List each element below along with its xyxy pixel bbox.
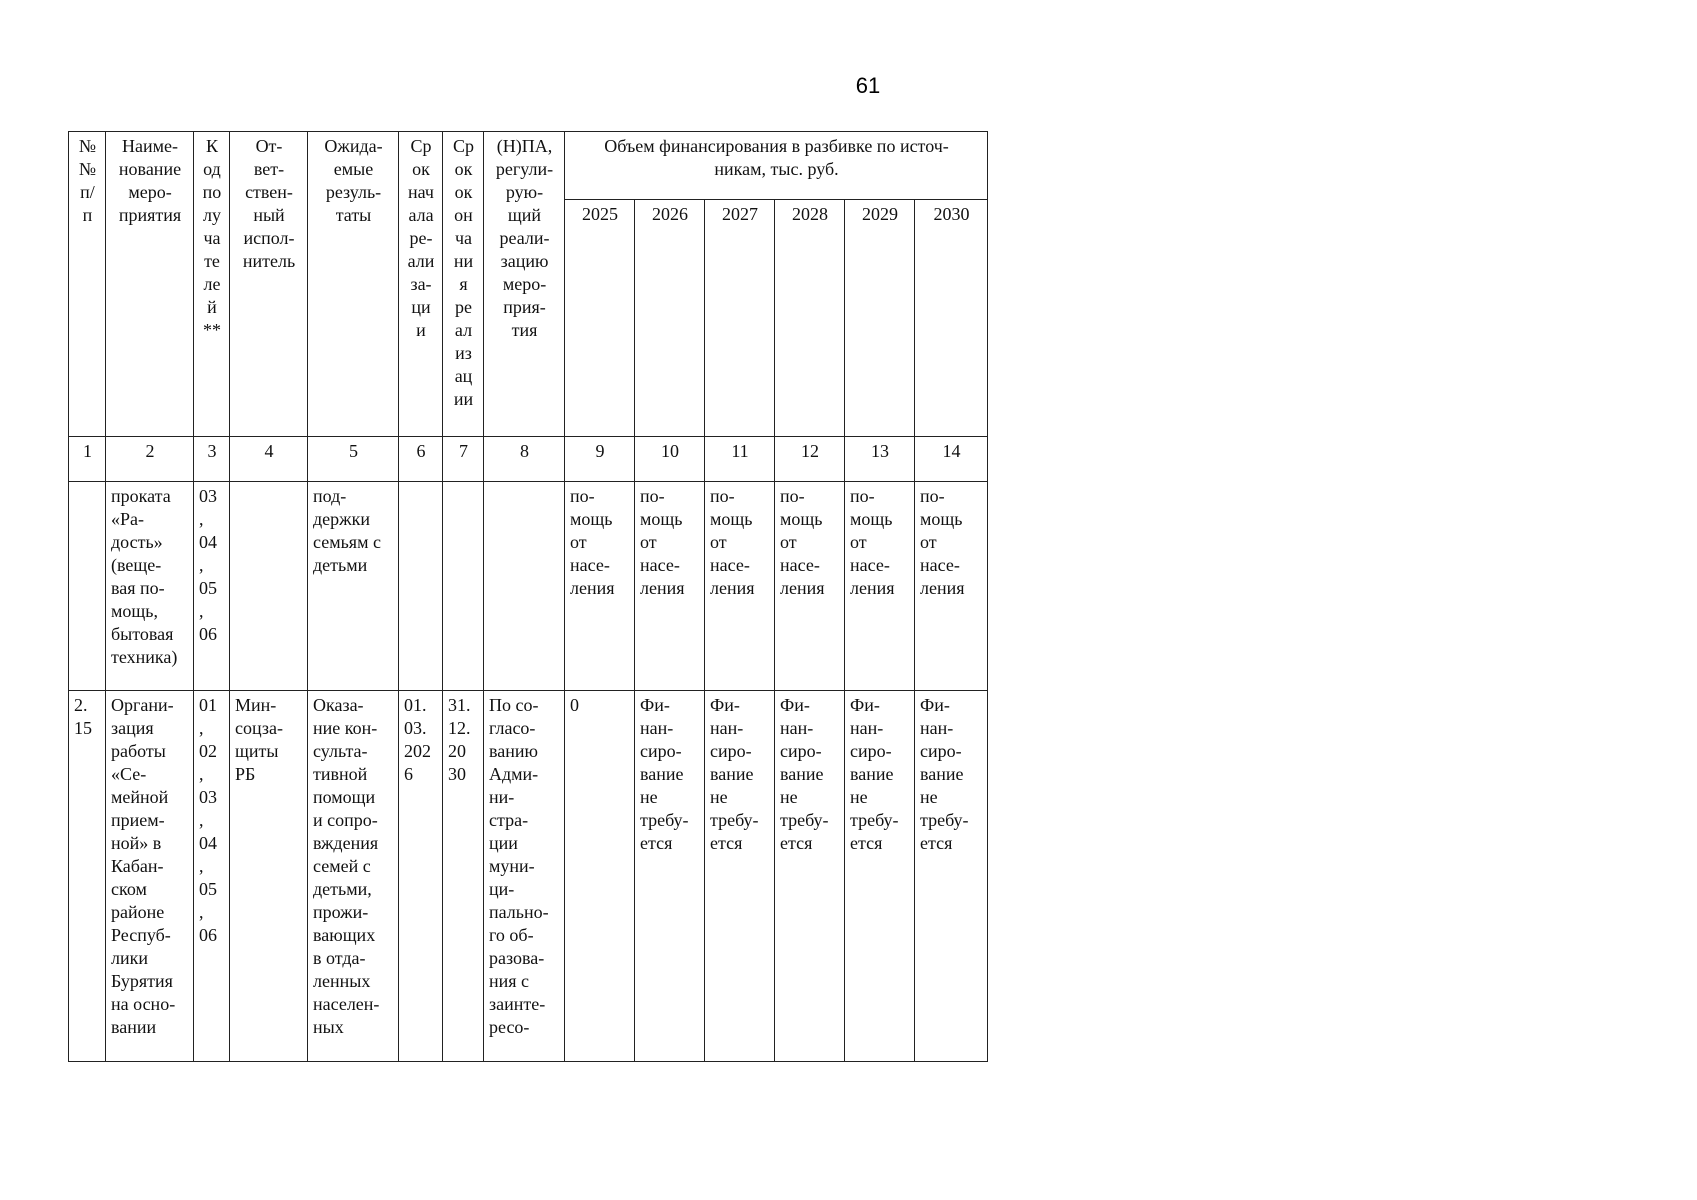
- header-year: 2028: [775, 200, 845, 437]
- expected-results: Оказа- ние кон- сульта- тивной помощи и сопро- вждения семей с детьми, прожи- вающих в отда- ленных населен- ных: [308, 691, 399, 1062]
- end-date: [443, 482, 484, 691]
- expected-results: под- держки семьям с детьми: [308, 482, 399, 691]
- start-date: [399, 482, 443, 691]
- header-year: 2030: [915, 200, 988, 437]
- header-year: 2026: [635, 200, 705, 437]
- funding-cell: по- мощь от насе- ления: [635, 482, 705, 691]
- recipient-code: 01 , 02 , 03 , 04 , 05 , 06: [194, 691, 230, 1062]
- funding-cell: Фи- нан- сиро- вание не требу- ется: [915, 691, 988, 1062]
- row-number: 2. 15: [69, 691, 106, 1062]
- column-number: 5: [308, 437, 399, 482]
- funding-cell: Фи- нан- сиро- вание не требу- ется: [635, 691, 705, 1062]
- column-number: 13: [845, 437, 915, 482]
- funding-cell: Фи- нан- сиро- вание не требу- ется: [705, 691, 775, 1062]
- column-number: 7: [443, 437, 484, 482]
- measures-table: [68, 131, 988, 1062]
- recipient-code: 03 , 04 , 05 , 06: [194, 482, 230, 691]
- column-numbers-row: [69, 437, 988, 482]
- header-executor: От- вет- ствен- ный испол- нитель: [230, 132, 308, 437]
- header-year: 2025: [565, 200, 635, 437]
- column-number: 2: [106, 437, 194, 482]
- npa: По со- гласо- ванию Адми- ни- стра- ции муни- ци- пально- го об- разова- ния с заинте- ресо-: [484, 691, 565, 1062]
- header-recipient-code: К од по лу ча те ле й **: [194, 132, 230, 437]
- funding-cell: 0: [565, 691, 635, 1062]
- executor: Мин- соцза- щиты РБ: [230, 691, 308, 1062]
- table-row: [69, 482, 988, 691]
- end-date: 31. 12. 20 30: [443, 691, 484, 1062]
- start-date: 01. 03. 202 6: [399, 691, 443, 1062]
- funding-cell: по- мощь от насе- ления: [845, 482, 915, 691]
- measure-name: проката «Ра- дость» (веще- вая по- мощь, бытовая техника): [106, 482, 194, 691]
- header-expected-results: Ожида- емые резуль- таты: [308, 132, 399, 437]
- funding-cell: по- мощь от насе- ления: [915, 482, 988, 691]
- header-financing: Объем финансирования в разбивке по источ- никам, тыс. руб.: [565, 132, 988, 200]
- column-number: 4: [230, 437, 308, 482]
- column-number: 3: [194, 437, 230, 482]
- npa: [484, 482, 565, 691]
- column-number: 14: [915, 437, 988, 482]
- measure-name: Органи- зация работы «Се- мейной прием- ной» в Кабан- ском районе Респуб- лики Бурятия на осно- вании: [106, 691, 194, 1062]
- header-row: [69, 132, 988, 200]
- header-start-date: Ср ок нач ала ре- али за- ци и: [399, 132, 443, 437]
- header-year: 2027: [705, 200, 775, 437]
- funding-cell: Фи- нан- сиро- вание не требу- ется: [775, 691, 845, 1062]
- header-measure-name: Наиме- нование меро- приятия: [106, 132, 194, 437]
- row-number: [69, 482, 106, 691]
- column-number: 8: [484, 437, 565, 482]
- executor: [230, 482, 308, 691]
- page-number: 61: [855, 73, 881, 98]
- header-year: 2029: [845, 200, 915, 437]
- header-end-date: Ср ок ок он ча ни я ре ал из ац ии: [443, 132, 484, 437]
- column-number: 1: [69, 437, 106, 482]
- funding-cell: по- мощь от насе- ления: [775, 482, 845, 691]
- column-number: 11: [705, 437, 775, 482]
- funding-cell: Фи- нан- сиро- вание не требу- ется: [845, 691, 915, 1062]
- column-number: 10: [635, 437, 705, 482]
- column-number: 9: [565, 437, 635, 482]
- header-number: № № п/ п: [69, 132, 106, 437]
- header-npa: (Н)ПА, регули- рую- щий реали- зацию меро- прия- тия: [484, 132, 565, 437]
- funding-cell: по- мощь от насе- ления: [565, 482, 635, 691]
- funding-cell: по- мощь от насе- ления: [705, 482, 775, 691]
- column-number: 6: [399, 437, 443, 482]
- table-row: [69, 691, 988, 1062]
- column-number: 12: [775, 437, 845, 482]
